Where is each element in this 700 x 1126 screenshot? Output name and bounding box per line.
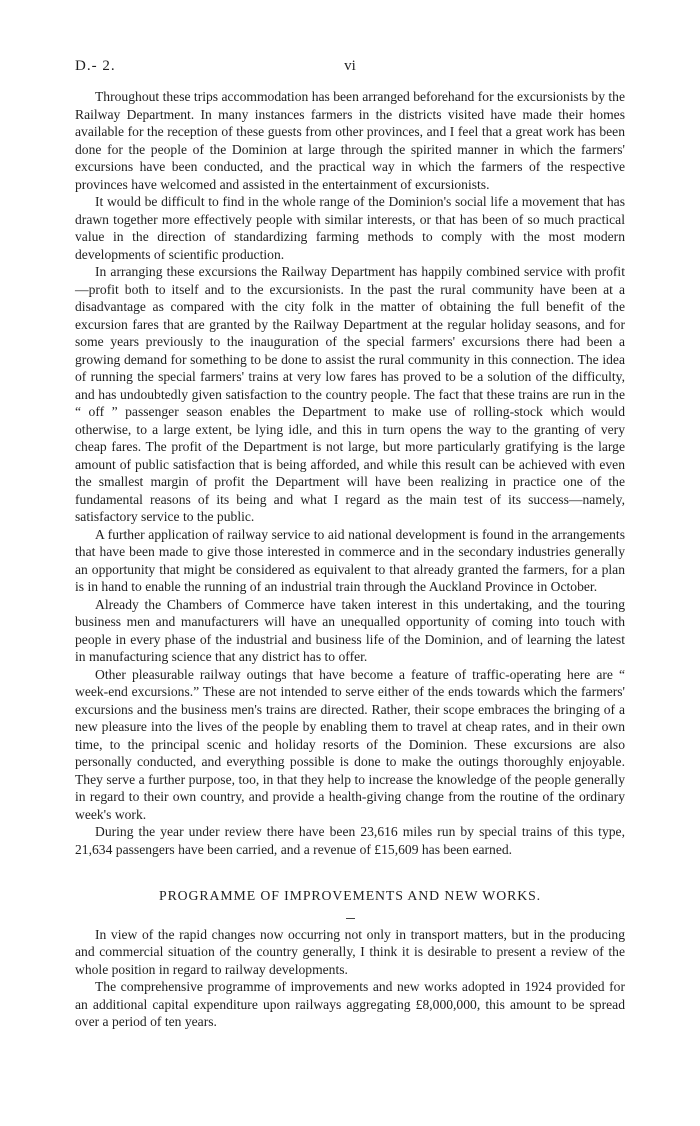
paragraph-programme-1924: The comprehensive programme of improvements and new works adopted in 1924 provided for an additional capital expenditure upon railways aggregating £8,000,000, this amount to be spread over a period of ten years. [75, 979, 625, 1029]
document-reference: D.- 2. [75, 58, 116, 74]
paragraph-social-movement: It would be difficult to find in the whole range of the Dominion's social life a movement that has drawn together more effectively people with similar interests, or that has been of so much practical value in the direction of standardizing farming methods to comply with the most modern developments of scientific production. [75, 194, 625, 262]
paragraph-rapid-changes: In view of the rapid changes now occurring not only in transport matters, but in the producing and commercial situation of the country generally, I think it is desirable to present a review of the whole position in regard to railway developments. [75, 926, 625, 977]
section-divider [346, 918, 355, 919]
paragraph-service-with-profit: In arranging these excursions the Railway Department has happily combined service with profit—profit both to itself and to the excursionists. In the past the rural community have been at a disadvantage as compared with the city folk in the matter of obtaining the full benefit of the excursion fares that are granted by the Railway Department at the regular holiday seasons, and for some years previously to the inauguration of the special farmers' excursions there had been a growing demand for something to be done to assist the rural community in this connection. The idea of running the special farmers' trains at very low fares has proved to be a solution of the difficulty, and has undoubtedly given satisfaction to the country people. The fact that these trains are run in the “ off ” passenger season enables the Department to make use of rolling-stock which would otherwise, to a large extent, be lying idle, and this in turn opens the way to the granting of very cheap fares. The profit of the Department is not large, but more particularly gratifying is the large amount of public satisfaction that is being afforded, and while this result can be achieved with even the smallest margin of profit the Department will have been realizing in practice one of the fundamental reasons of its being and what I regard as the main test of its success—namely, satisfactory service to the public. [75, 264, 625, 524]
body-text [75, 88, 625, 1031]
page-number: vi [344, 58, 356, 74]
paragraph-industrial-train: A further application of railway service to aid national development is found in the arrangements that have been made to give those interested in commerce and in the secondary industries generally an opportunity that might be considered as equivalent to that already granted the farmers, for a plan is in hand to enable the running of an industrial train through the Auckland Province in October. [75, 526, 625, 594]
paragraph-excursion-accommodation: Throughout these trips accommodation has been arranged beforehand for the excursionists by the Railway Department. In many instances farmers in the districts visited have made their homes available for the reception of these guests from other provinces, and I feel that a great work has been done for the people of the Dominion at large through the spirited manner in which the farmers' excursions have been conducted, and the practical way in which the farmers of the respective provinces have welcomed and assisted in the entertainment of excursionists. [75, 89, 625, 192]
page-header [75, 58, 625, 78]
section-heading: PROGRAMME OF IMPROVEMENTS AND NEW WORKS. [159, 888, 541, 903]
paragraph-chambers-of-commerce: Already the Chambers of Commerce have taken interest in this undertaking, and the touring business men and manufacturers will have an unequalled opportunity of coming into touch with people in every phase of the industrial and business life of the Dominion, and of learning the latest in manufacturing science that any district has to offer. [75, 596, 625, 664]
paragraph-week-end-excursions: Other pleasurable railway outings that have become a feature of traffic-operating here are “ week-end excursions.” These are not intended to serve either of the ends towards which the farmers' excursions and the business men's trains are directed. Rather, their scope embraces the bringing of a new pleasure into the lives of the people by enabling them to travel at cheap rates, and in their own time, to the principal scenic and holiday resorts of the Dominion. These excursions are also personally conducted, and everything possible is done to make the outings thoroughly enjoyable. They serve a further purpose, too, in that they help to increase the knowledge of the people generally in regard to their own country, and provide a health-giving change from the routine of the ordinary week's work. [75, 666, 625, 822]
paragraph-year-statistics: During the year under review there have been 23,616 miles run by special trains of this type, 21,634 passengers have been carried, and a revenue of £15,609 has been earned. [75, 824, 625, 857]
